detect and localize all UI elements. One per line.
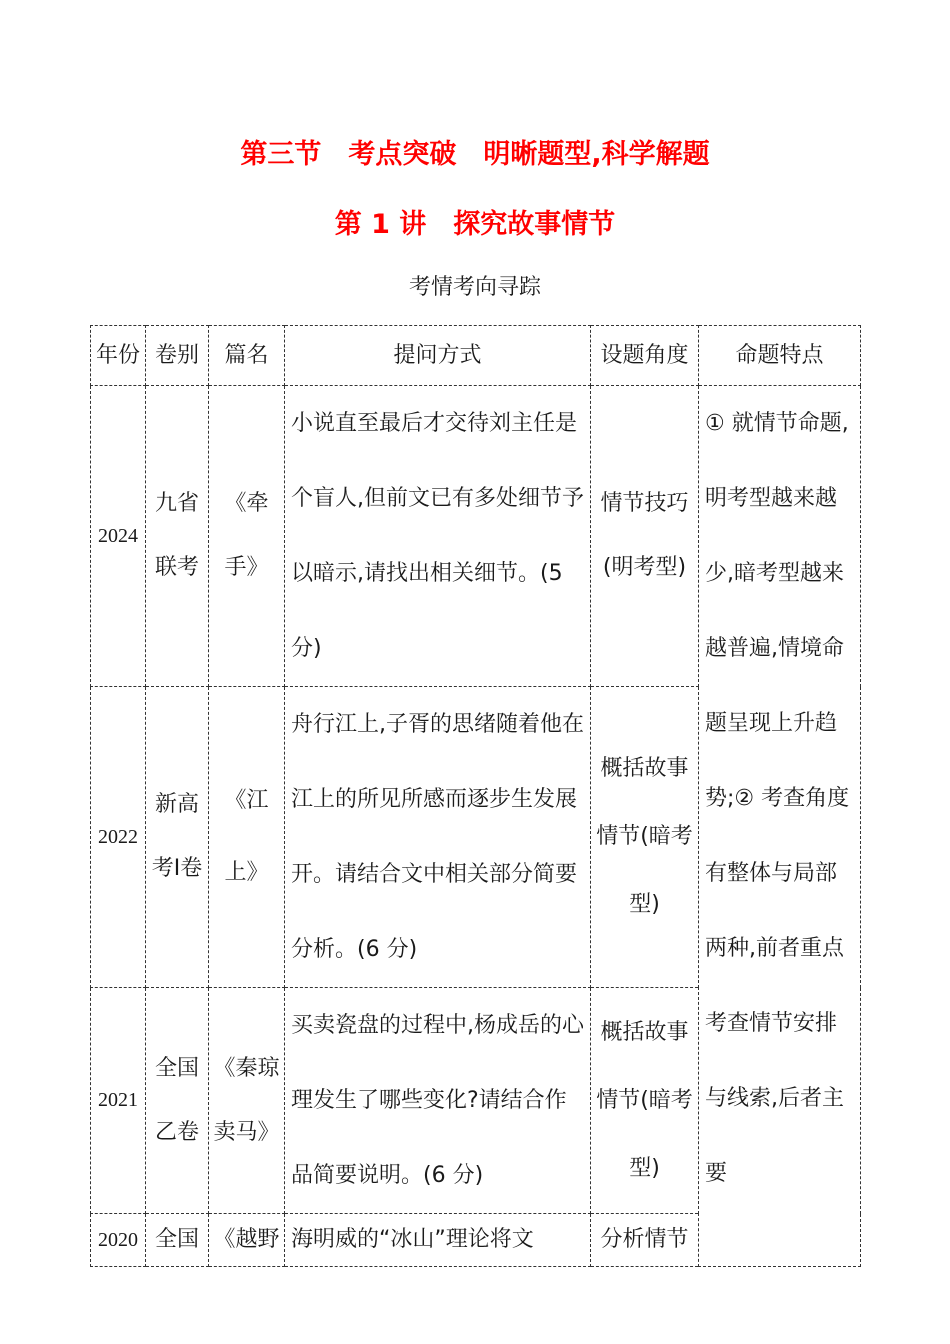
header-feature: 命题特点 <box>699 326 861 386</box>
header-year: 年份 <box>91 326 146 386</box>
cell-feature: ① 就情节命题,明考型越来越少,暗考型越来越普遍,情境命题呈现上升趋势;② 考查角度有整体与局部两种,前者重点考查情节安排与线索,后者主要 <box>699 386 861 1267</box>
cell-title: 《越野 <box>209 1214 285 1267</box>
table-caption: 考情考向寻踪 <box>408 275 541 300</box>
cell-question: 小说直至最后才交待刘主任是个盲人,但前文已有多处细节予以暗示,请找出相关细节。(5 分) <box>285 386 591 687</box>
header-paper: 卷别 <box>146 326 209 386</box>
table-header-row <box>91 326 861 386</box>
cell-year: 2020 <box>91 1214 146 1267</box>
cell-year: 2022 <box>91 687 146 988</box>
cell-question: 舟行江上,子胥的思绪随着他在江上的所见所感而逐步生发展开。请结合文中相关部分简要分析。(6 分) <box>285 687 591 988</box>
cell-year: 2024 <box>91 386 146 687</box>
lecture-title: 第 1 讲 探究故事情节 <box>334 209 616 240</box>
cell-angle: 概括故事情节(暗考型) <box>591 687 699 988</box>
cell-title: 《秦琼卖马》 <box>209 988 285 1214</box>
cell-paper: 九省联考 <box>146 386 209 687</box>
cell-year: 2021 <box>91 988 146 1214</box>
cell-question: 海明威的“冰山”理论将文 <box>285 1214 591 1267</box>
cell-angle: 概括故事情节(暗考型) <box>591 988 699 1214</box>
exam-table <box>90 325 861 1267</box>
cell-paper: 全国 <box>146 1214 209 1267</box>
cell-title: 《江上》 <box>209 687 285 988</box>
cell-paper: 全国乙卷 <box>146 988 209 1214</box>
header-title: 篇名 <box>209 326 285 386</box>
cell-question: 买卖瓷盘的过程中,杨成岳的心理发生了哪些变化?请结合作品简要说明。(6 分) <box>285 988 591 1214</box>
cell-paper: 新高考Ⅰ卷 <box>146 687 209 988</box>
table-row <box>91 386 861 687</box>
cell-angle: 情节技巧(明考型) <box>591 386 699 687</box>
cell-angle: 分析情节 <box>591 1214 699 1267</box>
section-title: 第三节 考点突破 明晰题型,科学解题 <box>240 139 710 170</box>
header-angle: 设题角度 <box>591 326 699 386</box>
cell-title: 《牵手》 <box>209 386 285 687</box>
header-question: 提问方式 <box>285 326 591 386</box>
